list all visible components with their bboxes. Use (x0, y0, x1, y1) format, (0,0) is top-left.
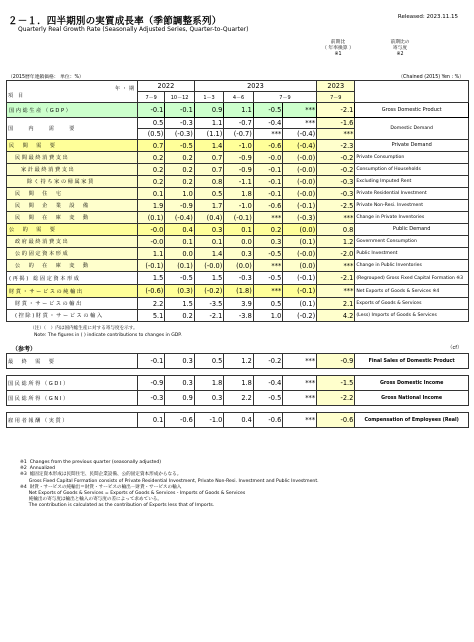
reference-label: （参考） (12, 346, 37, 353)
value-cell: (0.3) (165, 285, 194, 298)
quarter-header: 1－3 (194, 92, 223, 103)
table-row (7, 248, 469, 260)
value-cell: -0.1 (138, 354, 165, 369)
row-label: 国民総所得（GNI） (7, 391, 138, 406)
year-header-2023: 2023 (194, 81, 316, 92)
value-cell: 1.7 (194, 200, 223, 212)
value-cell: *** (283, 118, 317, 129)
value-cell: -0.3 (165, 118, 194, 129)
quarter-header: 7－9 (253, 92, 316, 103)
value-cell: -2.5 (317, 200, 355, 212)
table-row (7, 140, 469, 152)
value-cell: 1.1 (224, 103, 253, 118)
value-cell: -0.6 (253, 413, 282, 428)
value-cell: -0.0 (138, 224, 165, 236)
value-cell: 0.1 (165, 236, 194, 248)
row-label: 最 終 需 要 (7, 354, 138, 369)
row-english-label: Public Investment (355, 248, 469, 260)
value-cell: 1.5 (138, 272, 165, 285)
value-cell: 0.3 (194, 391, 223, 406)
value-cell: -1.0 (224, 200, 253, 212)
unit-left: （2015暦年連鎖価格： 単位：%） (8, 75, 84, 80)
contribution-label: 前期比の 寄与度 (390, 40, 410, 51)
row-english-label: Compensation of Employees (Real) (355, 413, 469, 428)
value-cell: -2.1 (317, 103, 355, 118)
value-cell: *** (283, 413, 317, 428)
value-cell: (-0.4) (283, 140, 317, 152)
table-row (7, 272, 469, 285)
row-label: 政府最終消費支出 (7, 236, 138, 248)
row-english-label: Gross Domestic Income (355, 376, 469, 391)
value-cell: -0.9 (165, 200, 194, 212)
value-cell: 0.2 (165, 164, 194, 176)
value-cell: (-0.0) (194, 260, 223, 272)
row-label: 国内総生産（GDP） (7, 103, 138, 118)
table-row (7, 152, 469, 164)
value-cell: 1.5 (194, 272, 223, 285)
row-label: 財貨・サービスの純輸出 (7, 285, 138, 298)
value-cell: -0.3 (317, 188, 355, 200)
value-cell: (-0.2) (283, 310, 317, 322)
value-cell: (-0.4) (283, 129, 317, 140)
row-spacer (7, 406, 469, 413)
value-cell: 4.2 (317, 310, 355, 322)
value-cell: 0.2 (165, 176, 194, 188)
row-english-label: Government Consumption (355, 236, 469, 248)
value-cell: 0.5 (194, 354, 223, 369)
footnote-line: ※1 Changes from the previous quarter (seasonally adjusted) (20, 460, 162, 465)
value-cell: *** (317, 129, 355, 140)
row-label: 公的固定資本形成 (7, 248, 138, 260)
value-cell: 0.0 (165, 248, 194, 260)
value-cell: (-0.2) (194, 285, 223, 298)
value-cell: 2.2 (224, 391, 253, 406)
value-cell: *** (253, 260, 282, 272)
value-cell: 0.4 (165, 224, 194, 236)
value-cell: 0.9 (194, 103, 223, 118)
row-english-label: Gross Domestic Product (355, 103, 469, 118)
value-cell: (-0.3) (283, 212, 317, 224)
value-cell: *** (283, 391, 317, 406)
value-cell: -0.3 (317, 176, 355, 188)
value-cell: -0.6 (253, 140, 282, 152)
value-cell: -2.2 (317, 391, 355, 406)
row-english-label: Net Exports of Goods & Services ※4 (355, 285, 469, 298)
annual-rate-note (313, 40, 363, 58)
value-cell: -1.6 (317, 118, 355, 129)
value-cell: 0.4 (224, 413, 253, 428)
annual-rate-ref: ※1 (334, 52, 342, 57)
value-cell: 0.3 (194, 224, 223, 236)
value-cell: 0.5 (253, 298, 282, 310)
footnote-line: The contribution is calculated as the contribution of Exports less that of Imports. (20, 503, 215, 509)
value-cell: (1.8) (224, 285, 253, 298)
value-cell: 2.1 (317, 298, 355, 310)
row-label: 民 間 企 業 設 備 (7, 200, 138, 212)
value-cell: (-0.1) (224, 212, 253, 224)
table-row (7, 200, 469, 212)
value-cell: -0.5 (253, 391, 282, 406)
value-cell: -1.5 (317, 376, 355, 391)
row-english-label: (Regrouped) Gross Fixed Capital Formation ※3 (355, 272, 469, 285)
value-cell: -2.3 (317, 140, 355, 152)
table-row (7, 310, 469, 322)
value-cell: (0.1) (283, 236, 317, 248)
contribution-ref: ※2 (396, 52, 404, 57)
row-spacer (7, 369, 469, 376)
quarter-header: 4－6 (224, 92, 253, 103)
table-row (7, 236, 469, 248)
value-cell: -0.5 (165, 272, 194, 285)
footnote-line: ※3 総固定資本形成は民間住宅、民間企業設備、公的固定資本形成からなる。 (20, 472, 182, 478)
row-label: 国 内 需 要 (7, 118, 138, 140)
value-cell: 0.7 (194, 164, 223, 176)
value-cell: 0.0 (224, 236, 253, 248)
value-cell: -0.5 (253, 272, 282, 285)
value-cell: 5.1 (138, 310, 165, 322)
table-row (7, 285, 469, 298)
value-cell: -0.2 (317, 164, 355, 176)
table-row (7, 260, 469, 272)
reference-cf: （cf） (447, 345, 462, 351)
growth-table (6, 80, 469, 322)
value-cell: (-0.1) (283, 272, 317, 285)
value-cell: -1.0 (224, 140, 253, 152)
footnote-line: ※2 Annualized (20, 466, 56, 472)
table-row (7, 103, 469, 118)
value-cell: (-0.0) (283, 152, 317, 164)
value-cell: -0.7 (224, 118, 253, 129)
row-english-label: Gross National Income (355, 391, 469, 406)
value-cell: (-0.7) (224, 129, 253, 140)
value-cell: 1.8 (194, 376, 223, 391)
row-label: 民間最終消費支出 (7, 152, 138, 164)
value-cell: 0.2 (165, 152, 194, 164)
table-row (7, 298, 469, 310)
value-cell: (0.0) (283, 224, 317, 236)
row-english-label: Public Demand (355, 224, 469, 236)
value-cell: (-0.1) (138, 260, 165, 272)
value-cell: *** (253, 212, 282, 224)
value-cell: -0.9 (138, 376, 165, 391)
footnote-line: Net Exports of Goods & Services = Exports of Goods & Services - Imports of Goods & Services (20, 491, 246, 497)
value-cell: -0.1 (138, 103, 165, 118)
value-cell: -2.1 (194, 310, 223, 322)
value-cell: -0.2 (253, 354, 282, 369)
unit-right: （Chained (2015) Yen : %） (398, 75, 464, 80)
year-header-2023-annual: 2023 (317, 81, 355, 92)
row-label: 公 的 在 庫 変 動 (7, 260, 138, 272)
value-cell: (0.4) (194, 212, 223, 224)
value-cell: -1.1 (224, 176, 253, 188)
annual-rate-label: 前期比 （ 年率換算 ） (322, 40, 354, 51)
row-label: 家計最終消費支出 (7, 164, 138, 176)
value-cell: 0.1 (194, 236, 223, 248)
value-cell: 0.9 (165, 391, 194, 406)
table-row (7, 224, 469, 236)
row-english-label: Exports of Goods & Services (355, 298, 469, 310)
value-cell: 1.8 (224, 188, 253, 200)
row-english-label: Excluding Imputed Rent (355, 176, 469, 188)
reference-table (6, 353, 469, 428)
quarter-header: 10－12 (165, 92, 194, 103)
value-cell: *** (283, 103, 317, 118)
value-cell: (-0.1) (283, 285, 317, 298)
value-cell: (0.0) (283, 260, 317, 272)
value-cell: (0.1) (283, 298, 317, 310)
value-cell: 1.2 (317, 236, 355, 248)
value-cell: (-0.0) (283, 188, 317, 200)
value-cell: 1.2 (224, 354, 253, 369)
value-cell: -0.1 (253, 188, 282, 200)
value-cell: 0.3 (224, 248, 253, 260)
value-cell: -0.5 (253, 248, 282, 260)
value-cell: (0.1) (138, 212, 165, 224)
value-cell: *** (317, 285, 355, 298)
row-label: 除く持ち家の帰属家賃 (7, 176, 138, 188)
value-cell: -0.5 (165, 140, 194, 152)
row-english-label: Change in Public Inventories (355, 260, 469, 272)
value-cell: *** (317, 212, 355, 224)
value-cell: -0.5 (253, 103, 282, 118)
value-cell: (0.5) (138, 129, 165, 140)
value-cell: 0.3 (165, 354, 194, 369)
value-cell: 0.2 (165, 310, 194, 322)
value-cell: -3.5 (194, 298, 223, 310)
value-cell: -0.9 (224, 164, 253, 176)
table-row (7, 188, 469, 200)
row-label: 公 的 需 要 (7, 224, 138, 236)
value-cell: (-0.3) (165, 129, 194, 140)
release-date: Released: 2023.11.15 (397, 14, 458, 20)
row-label: 民 間 住 宅 (7, 188, 138, 200)
row-english-label: Consumption of Households (355, 164, 469, 176)
value-cell: -0.1 (165, 103, 194, 118)
reference-row (7, 391, 469, 406)
value-cell: *** (283, 376, 317, 391)
value-cell: -3.8 (224, 310, 253, 322)
quarter-header: 7－9 (138, 92, 165, 103)
value-cell: -0.3 (224, 272, 253, 285)
value-cell: -0.9 (224, 152, 253, 164)
value-cell: 0.5 (194, 188, 223, 200)
value-cell: 1.0 (165, 188, 194, 200)
value-cell: 2.2 (138, 298, 165, 310)
value-cell: (-0.0) (283, 164, 317, 176)
value-cell: 3.9 (224, 298, 253, 310)
year-header-2022: 2022 (138, 81, 195, 92)
row-label: 国民総所得（GDI） (7, 376, 138, 391)
row-label: 民 間 在 庫 変 動 (7, 212, 138, 224)
table-note-jp: （注）（ ）内は国内総生産に対する寄与度を示す。 (30, 326, 138, 331)
value-cell: *** (283, 354, 317, 369)
table-note-en: Note: The figures in ( ) indicate contributions to changes in GDP. (34, 333, 182, 338)
corner-period: 年・期 (115, 85, 137, 92)
row-label: 民 間 需 要 (7, 140, 138, 152)
value-cell: 0.5 (138, 118, 165, 129)
value-cell: 1.8 (224, 376, 253, 391)
value-cell: -0.6 (253, 200, 282, 212)
value-cell: 0.3 (253, 236, 282, 248)
value-cell: -0.1 (253, 164, 282, 176)
table-row (7, 176, 469, 188)
row-english-label: Change in Private Inventories (355, 212, 469, 224)
value-cell: 1.4 (194, 140, 223, 152)
value-cell: -0.2 (317, 152, 355, 164)
value-cell: (0.1) (165, 260, 194, 272)
footnote-line: 純輸出の寄与度は輸出と輸入の寄与度の差によって求めている。 (20, 497, 162, 503)
page-subtitle: Quarterly Real Growth Rate (Seasonally Adjusted Series, Quarter-to-Quarter) (18, 26, 249, 33)
row-english-label: Private Demand (355, 140, 469, 152)
value-cell: *** (253, 285, 282, 298)
value-cell: 0.1 (138, 413, 165, 428)
contribution-note (375, 40, 425, 58)
value-cell: 0.2 (138, 152, 165, 164)
value-cell: 1.9 (138, 200, 165, 212)
value-cell: 0.1 (224, 224, 253, 236)
value-cell: 1.1 (194, 118, 223, 129)
reference-row (7, 354, 469, 369)
row-english-label: Private Residential Investment (355, 188, 469, 200)
page-title: ２－１．四半期別の実質成長率（季節調整系列） (8, 16, 222, 27)
row-english-label: Domestic Demand (355, 118, 469, 140)
value-cell: -0.6 (317, 413, 355, 428)
value-cell: 0.7 (194, 152, 223, 164)
value-cell: -2.0 (317, 248, 355, 260)
row-label: (再掲) 総固定資本形成 (7, 272, 138, 285)
row-english-label: Private Consumption (355, 152, 469, 164)
value-cell: -0.0 (138, 236, 165, 248)
row-english-label: Final Sales of Domestic Product (355, 354, 469, 369)
value-cell: -0.9 (317, 354, 355, 369)
value-cell: (-0.1) (283, 200, 317, 212)
value-cell: -0.6 (165, 413, 194, 428)
value-cell: -2.1 (317, 272, 355, 285)
value-cell: *** (317, 260, 355, 272)
value-cell: 0.2 (253, 224, 282, 236)
row-label: 財貨・サービスの輸出 (7, 298, 138, 310)
value-cell: (0.0) (224, 260, 253, 272)
value-cell: 0.2 (138, 164, 165, 176)
value-cell: -0.1 (253, 176, 282, 188)
value-cell: 0.7 (138, 140, 165, 152)
footnote-line: Gross Fixed Capital Formation consists of Private Residential Investment, Private Non-Resi. Investment and Public Investment. (20, 478, 319, 484)
value-cell: 1.0 (253, 310, 282, 322)
value-cell: -0.4 (253, 376, 282, 391)
value-cell: 1.4 (194, 248, 223, 260)
quarter-header: 7－9 (317, 92, 355, 103)
row-english-label: Private Non-Resi. Investment (355, 200, 469, 212)
table-row (7, 164, 469, 176)
reference-row (7, 376, 469, 391)
value-cell: (1.1) (194, 129, 223, 140)
value-cell: 0.8 (317, 224, 355, 236)
value-cell: 0.3 (165, 376, 194, 391)
value-cell: (-0.0) (283, 176, 317, 188)
value-cell: 1.1 (138, 248, 165, 260)
row-english-label: (Less) Imports of Goods & Services (355, 310, 469, 322)
row-label: (控除)財貨・サービスの輸入 (7, 310, 138, 322)
value-cell: (-0.6) (138, 285, 165, 298)
value-cell: -0.4 (253, 118, 282, 129)
value-cell: 0.8 (194, 176, 223, 188)
table-row (7, 212, 469, 224)
value-cell: -0.3 (138, 391, 165, 406)
value-cell: -1.0 (194, 413, 223, 428)
table-row (7, 118, 469, 129)
value-cell: (-0.0) (283, 248, 317, 260)
english-header (355, 81, 469, 103)
footnotes (20, 460, 319, 510)
footnote-line: ※4 財貨・サービスの純輸出＝財貨・サービスの輸出－財貨・サービスの輸入 (20, 484, 182, 490)
value-cell: *** (253, 129, 282, 140)
corner-item: 項 目 (8, 92, 24, 99)
reference-row (7, 413, 469, 428)
value-cell: -0.0 (253, 152, 282, 164)
value-cell: 1.5 (165, 298, 194, 310)
corner-header (7, 81, 138, 103)
value-cell: (-0.4) (165, 212, 194, 224)
row-label: 雇用者報酬（実質） (7, 413, 138, 428)
value-cell: 0.1 (138, 188, 165, 200)
value-cell: 0.2 (138, 176, 165, 188)
